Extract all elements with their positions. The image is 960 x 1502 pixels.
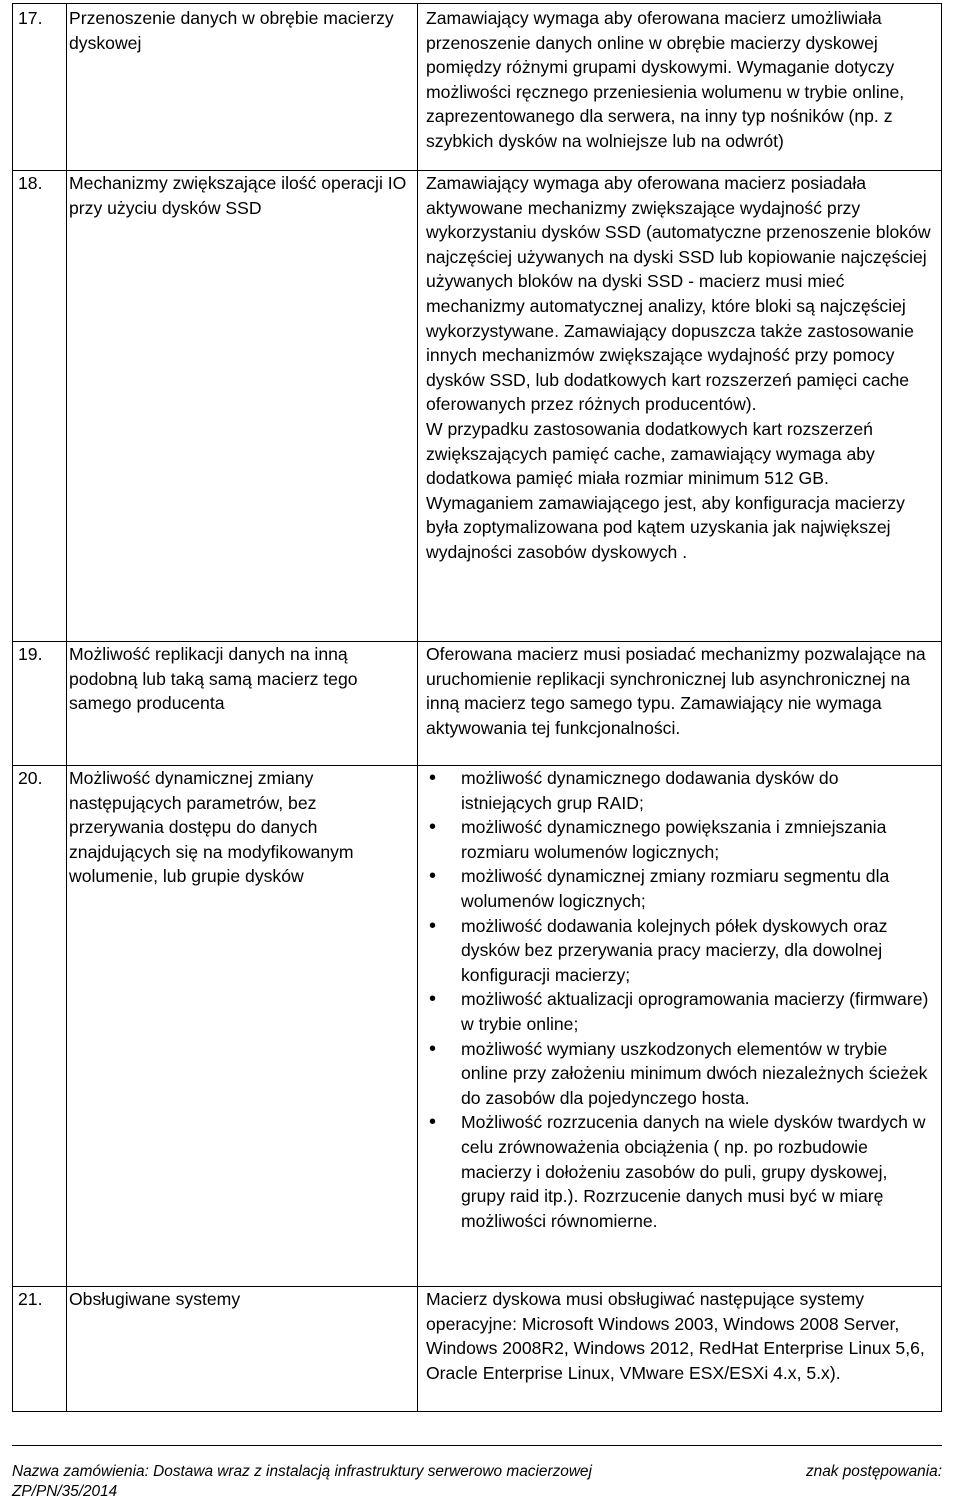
description-paragraph: Macierz dyskowa musi obsługiwać następujące systemy operacyjne: Microsoft Windows 2003, Windows 2008 Server, Windows 2008R2, Windows 2012, RedHat Enterprise Linux 5,6, Oracle Enterprise Linux, VMware ESX/ESXi 4.x, 5.x). bbox=[426, 1289, 925, 1383]
description-paragraph: Zamawiający wymaga aby oferowana macierz posiadała aktywowane mechanizmy zwiększające wydajność przy wykorzystaniu dysków SSD (automatyczne przenoszenie bloków najczęściej używanych na dyski SSD lub kopiowanie najczęściej używanych bloków na dyski SSD - macierz musi mieć mechanizmy automatycznej analizy, które bloki są najczęściej wykorzystywane. Zamawiający dopuszcza także zastosowanie innych mechanizmów zwiększające wydajność przy pomocy dysków SSD, lub dodatkowych kart rozszerzeń pamięci cache oferowanych przez różnych producentów). bbox=[426, 173, 931, 415]
description-paragraph: Oferowana macierz musi posiadać mechanizmy pozwalające na uruchomienie replikacji synchronicznej lub asynchronicznej na inną macierz tego samego typu. Zamawiający nie wymaga aktywowania tej funkcjonalności. bbox=[426, 644, 926, 738]
row-number: 21. bbox=[13, 1287, 67, 1412]
list-item: • Możliwość rozrzucenia danych na wiele dysków twardych w celu zrównoważenia obciążenia ( np. po rozbudowie macierzy i dołożeniu zasobów do puli, grupy dyskowej, grupy raid itp.). Rozrzucenie danych musi być w miarę możliwości równomierne. bbox=[426, 1110, 931, 1233]
list-item: • możliwość dynamicznej zmiany rozmiaru segmentu dla wolumenów logicznych; bbox=[426, 864, 931, 913]
table-row bbox=[13, 4, 942, 171]
row-number: 18. bbox=[13, 171, 67, 642]
list-item: • możliwość wymiany uszkodzonych elementów w trybie online przy założeniu minimum dwóch niezależnych ścieżek do zasobów dla pojedynczego hosta. bbox=[426, 1037, 931, 1111]
requirement-label: Mechanizmy zwiększające ilość operacji IO przy użyciu dysków SSD bbox=[67, 171, 418, 642]
list-item: • możliwość aktualizacji oprogramowania macierzy (firmware) w trybie online; bbox=[426, 987, 931, 1036]
requirements-table bbox=[12, 3, 942, 1412]
row-number: 17. bbox=[13, 4, 67, 171]
page-footer bbox=[12, 1462, 942, 1502]
requirement-label: Przenoszenie danych w obrębie macierzy dyskowej bbox=[67, 4, 418, 171]
table-row bbox=[13, 766, 942, 1287]
table-row bbox=[13, 1287, 942, 1412]
requirement-description bbox=[418, 1287, 942, 1412]
requirement-description bbox=[418, 642, 942, 766]
list-item: • możliwość dodawania kolejnych półek dyskowych oraz dysków bez przerywania pracy macierzy, dla dowolnej konfiguracji macierzy; bbox=[426, 914, 931, 988]
requirement-label: Możliwość replikacji danych na inną podobną lub taką samą macierz tego samego producenta bbox=[67, 642, 418, 766]
list-item: • możliwość dynamicznego powiększania i zmniejszania rozmiaru wolumenów logicznych; bbox=[426, 815, 931, 864]
footer-divider bbox=[12, 1445, 942, 1446]
description-paragraph: W przypadku zastosowania dodatkowych kart rozszerzeń zwiększających pamięć cache, zamawiający wymaga aby dodatkowa pamięć miała rozmiar minimum 512 GB. bbox=[426, 418, 875, 489]
row-number: 20. bbox=[13, 766, 67, 1287]
requirement-label: Możliwość dynamicznej zmiany następujących parametrów, bez przerywania dostępu do danych znajdujących się na modyfikowanym wolumenie, lub grupie dysków bbox=[67, 766, 418, 1287]
footer-reference-label: znak postępowania: bbox=[805, 1463, 942, 1480]
list-item: • możliwość dynamicznego dodawania dysków do istniejących grup RAID; bbox=[426, 766, 931, 815]
requirement-description bbox=[418, 4, 942, 171]
footer-reference-code: ZP/PN/35/2014 bbox=[12, 1483, 118, 1500]
table-row bbox=[13, 642, 942, 766]
description-paragraph: Zamawiający wymaga aby oferowana macierz umożliwiała przenoszenie danych online w obrębie macierzy dyskowej pomiędzy różnymi grupami dyskowymi. Wymaganie dotyczy możliwości ręcznego przeniesienia wolumenu w trybie online, zaprezentowanego dla serwera, na inny typ nośników (np. z szybkich dysków na wolniejsze lub na odwrót) bbox=[426, 8, 905, 151]
requirement-description bbox=[418, 766, 942, 1287]
bullet-list bbox=[426, 766, 931, 1233]
description-paragraph: Wymaganiem zamawiającego jest, aby konfiguracja macierzy była zoptymalizowana pod kątem uzyskania jak największej wydajności zasobów dyskowych . bbox=[426, 492, 905, 562]
footer-order-name: Nazwa zamówienia: Dostawa wraz z instalacją infrastruktury serwerowo macierzowej bbox=[12, 1463, 592, 1480]
table-row bbox=[13, 171, 942, 642]
requirement-label: Obsługiwane systemy bbox=[67, 1287, 418, 1412]
requirement-description bbox=[418, 171, 942, 642]
row-number: 19. bbox=[13, 642, 67, 766]
